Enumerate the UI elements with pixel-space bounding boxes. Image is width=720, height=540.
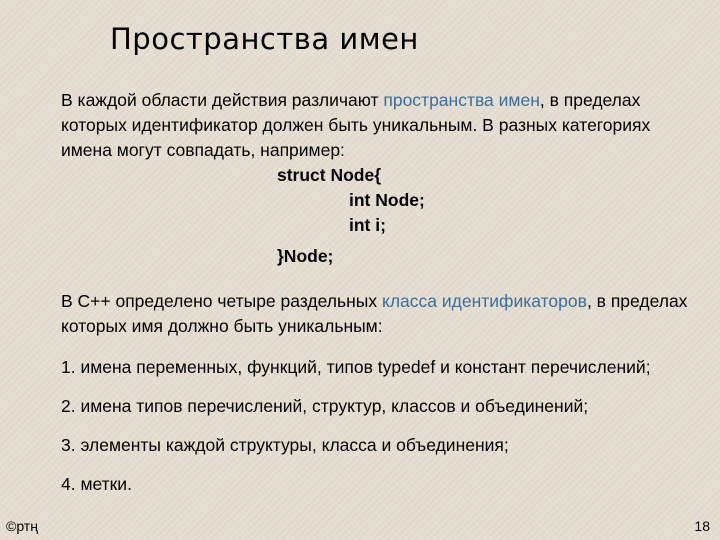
identifier-classes-text-start: В С++ определено четыре раздельных [61, 291, 382, 311]
list-item: 2. имена типов перечислений, структур, классов и объединений; [61, 396, 589, 416]
code-line-struct: struct Node{ [277, 165, 382, 185]
copyright-mark: ©ртң [6, 518, 38, 534]
code-line-closing: }Node; [277, 246, 334, 266]
code-line-member-node: int Node; [349, 190, 425, 210]
list-item: 1. имена переменных, функций, типов typedef и констант перечислений; [61, 357, 651, 377]
namespaces-term: пространства имен [383, 90, 540, 110]
slide-title: Пространства имен [110, 22, 419, 56]
identifier-classes-text-end: , в пределах которых имя должно быть уникальным: [61, 291, 688, 336]
identifier-classes-term: класса идентификаторов [381, 291, 587, 311]
slide-body [61, 88, 701, 497]
namespaces-text-start: В каждой области действия различают [61, 90, 384, 110]
list-item: 3. элементы каждой структуры, класса и объединения; [61, 435, 509, 455]
namespaces-paragraph [61, 88, 701, 163]
namespaces-text-end: , в пределах которых идентификатор должен быть уникальным. В разных категориях имена могут совпадать, например: [61, 90, 651, 160]
list-item: 4. метки. [61, 474, 132, 494]
identifier-classes-paragraph [61, 289, 701, 339]
code-line-member-i: int i; [349, 215, 386, 235]
page-number: 18 [694, 518, 710, 534]
code-example [61, 163, 701, 269]
